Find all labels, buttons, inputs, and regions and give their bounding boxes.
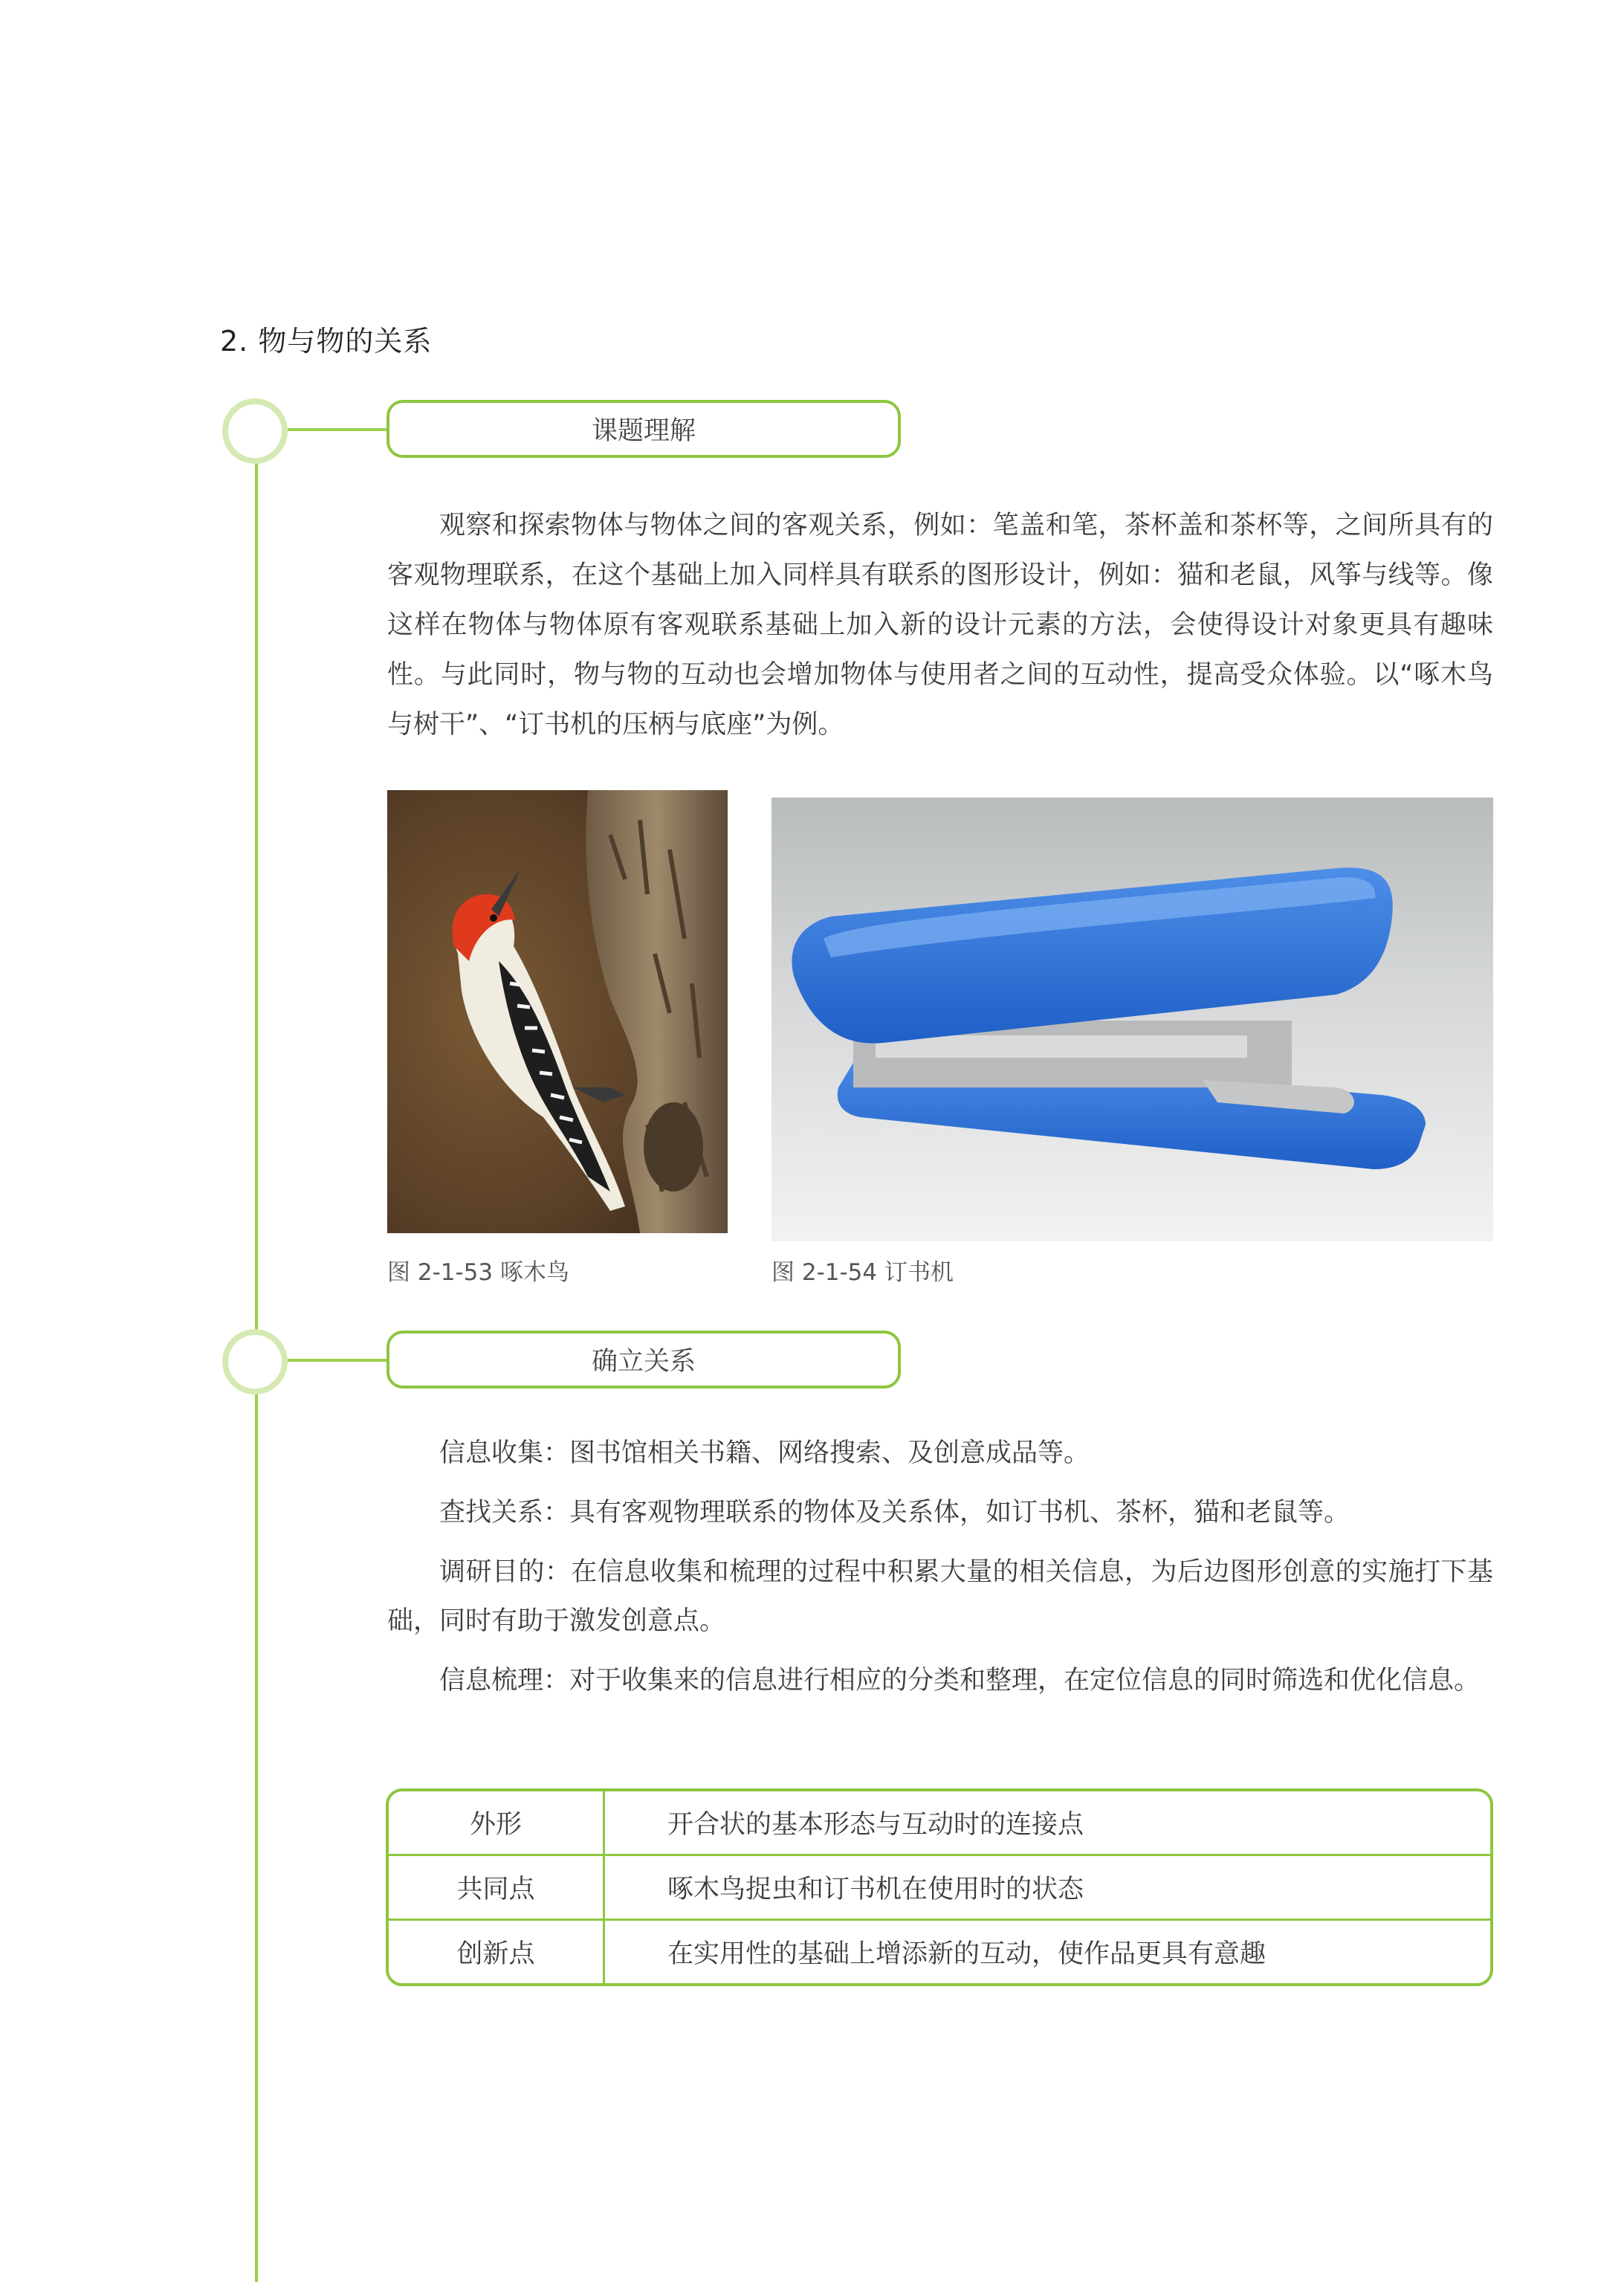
info-collect-text: 信息收集：图书馆相关书籍、网络搜索、及创意成品等。 [439,1438,1090,1468]
woodpecker-photo [387,790,728,1233]
row-value: 开合状的基本形态与互动时的连接点 [605,1791,1490,1856]
comparison-table [386,1788,1493,1986]
topic2-list [387,1429,1493,1716]
table-row [389,1921,1490,1983]
find-relation-text: 查找关系：具有客观物理联系的物体及关系体，如订书机、茶杯，猫和老鼠等。 [439,1498,1350,1528]
connector-2 [288,1359,387,1362]
topic-label-1: 课题理解 [386,400,901,458]
table-row [389,1856,1490,1921]
table-row [389,1791,1490,1856]
stapler-photo [771,798,1493,1241]
stapler-caption: 图 2-1-54 订书机 [771,1259,954,1286]
info-organize-text: 信息梳理：对于收集来的信息进行相应的分类和整理，在定位信息的同时筛选和优化信息。 [439,1666,1481,1696]
row-value: 啄木鸟捉虫和订书机在使用时的状态 [605,1856,1490,1921]
row-key: 外形 [389,1791,605,1856]
topic-label-2: 确立关系 [386,1331,901,1389]
section-title: 2. 物与物的关系 [220,325,433,358]
connector-1 [288,428,387,431]
row-value: 在实用性的基础上增添新的互动，使作品更具有意趣 [667,1939,1266,1969]
timeline-node-2 [222,1329,288,1394]
row-key: 共同点 [389,1856,605,1921]
topic1-paragraph [387,501,1493,750]
research-purpose-text: 调研目的：在信息收集和梳理的过程中积累大量的相关信息，为后边图形创意的实施打下基础，同时有助于激发创意点。 [387,1557,1493,1636]
row-key: 创新点 [389,1921,605,1983]
timeline-node-1 [222,398,288,464]
woodpecker-caption: 图 2-1-53 啄木鸟 [387,1259,569,1286]
intro-text: 观察和探索物体与物体之间的客观关系，例如：笔盖和笔，茶杯盖和茶杯等，之间所具有的客观物理联系，在这个基础上加入同样具有联系的图形设计，例如：猫和老鼠，风筝与线等。像这样在物体与物体原有客观联系基础上加入新的设计元素的方法，会使得设计对象更具有趣味性。与此同时，物与物的互动也会增加物体与使用者之间的互动性，提高受众体验。以“啄木鸟与树干”、“订书机的压柄与底座”为例。 [387,511,1493,740]
